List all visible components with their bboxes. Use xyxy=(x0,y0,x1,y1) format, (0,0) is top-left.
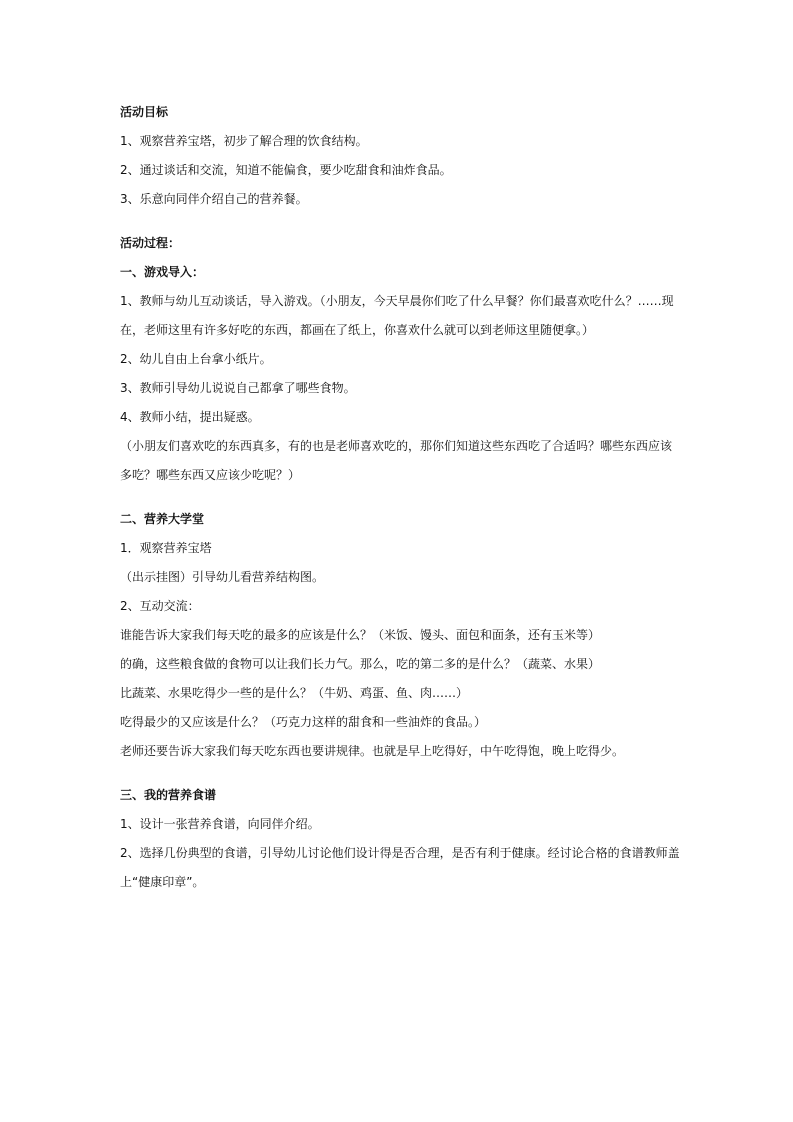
process-heading: 活动过程： xyxy=(120,236,181,250)
part1-heading: 一、游戏导入： xyxy=(120,265,205,279)
part3-heading: 三、我的营养食谱 xyxy=(120,788,217,802)
part2-line: 老师还要告诉大家我们每天吃东西也要讲规律。也就是早上吃得好，中午吃得饱，晚上吃得少。 xyxy=(120,744,625,758)
part2-line: 谁能告诉大家我们每天吃的最多的应该是什么？（米饭、馒头、面包和面条，还有玉米等） xyxy=(120,628,601,642)
part1-line: 在，老师这里有许多好吃的东西，都画在了纸上，你喜欢什么就可以到老师这里随便拿。） xyxy=(120,323,595,337)
part2-line: 吃得最少的又应该是什么？（巧克力这样的甜食和一些油炸的食品。） xyxy=(120,715,487,729)
part2-line: 2、互动交流： xyxy=(120,599,200,613)
goal-item: 1、观察营养宝塔，初步了解合理的饮食结构。 xyxy=(120,134,368,148)
part1-line: 2、幼儿自由上台拿小纸片。 xyxy=(120,352,272,366)
part2-line: （出示挂图）引导幼儿看营养结构图。 xyxy=(120,570,325,584)
spacer xyxy=(120,766,680,781)
goals-heading: 活动目标 xyxy=(120,105,169,119)
part3-line: 1、设计一张营养食谱，向同伴介绍。 xyxy=(120,817,320,831)
part3-line: 2、选择几份典型的食谱，引导幼儿讨论他们设计得是否合理，是否有利于健康。经讨论合格的食谱教师盖 xyxy=(120,846,680,860)
goal-item: 3、乐意向同伴介绍自己的营养餐。 xyxy=(120,192,308,206)
spacer xyxy=(120,490,680,505)
part1-line: 1、教师与幼儿互动谈话，导入游戏。（小朋友，今天早晨你们吃了什么早餐？你们最喜欢吃什么？……现 xyxy=(120,294,674,308)
part1-line: （小朋友们喜欢吃的东西真多，有的也是老师喜欢吃的，那你们知道这些东西吃了合适吗？哪些东西应该 xyxy=(120,439,673,453)
part2-line: 1．观察营养宝塔 xyxy=(120,541,212,555)
part2-line: 比蔬菜、水果吃得少一些的是什么？（牛奶、鸡蛋、鱼、肉……） xyxy=(120,686,469,700)
document-body xyxy=(120,98,680,897)
spacer xyxy=(120,214,680,229)
goal-item: 2、通过谈话和交流，知道不能偏食，要少吃甜食和油炸食品。 xyxy=(120,163,452,177)
part3-line: 上“健康印章”。 xyxy=(120,875,205,889)
part1-line: 多吃？哪些东西又应该少吃呢？） xyxy=(120,468,301,482)
part1-line: 4、教师小结，提出疑惑。 xyxy=(120,410,260,424)
part1-line: 3、教师引导幼儿说说自己都拿了哪些食物。 xyxy=(120,381,356,395)
part2-heading: 二、营养大学堂 xyxy=(120,512,205,526)
part2-line: 的确，这些粮食做的食物可以让我们长力气。那么，吃的第二多的是什么？（蔬菜、水果） xyxy=(120,657,601,671)
